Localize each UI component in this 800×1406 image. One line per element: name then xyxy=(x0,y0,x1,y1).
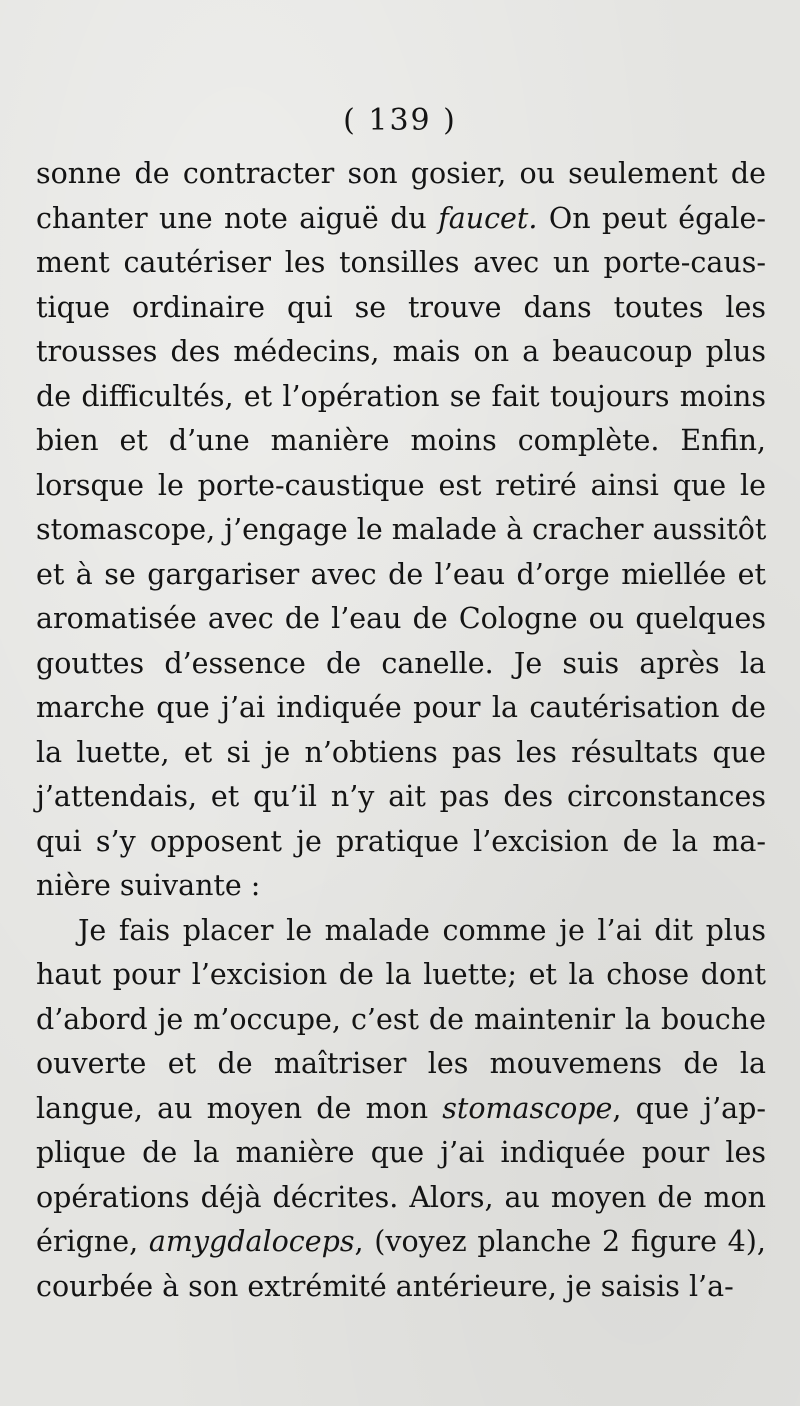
text-run: d’abord je m’occupe, c’est de maintenir la bouche xyxy=(36,1002,766,1036)
text-line xyxy=(36,953,766,998)
text-run: lorsque le porte-caustique est retiré ainsi que le xyxy=(36,468,766,502)
italic-term: amygdaloceps xyxy=(148,1225,355,1258)
text-line xyxy=(36,464,766,509)
italic-term: faucet. xyxy=(438,201,538,235)
text-run: , (voyez planche 2 figure 4), xyxy=(354,1225,766,1258)
text-line xyxy=(36,686,766,731)
text-line xyxy=(36,508,766,553)
text-run: courbée à son extrémité antérieure, je saisis l’a- xyxy=(36,1269,734,1303)
text-line xyxy=(36,909,766,954)
text-line xyxy=(36,286,766,331)
body-text xyxy=(36,152,766,1309)
text-run: gouttes d’essence de canelle. Je suis après la xyxy=(36,646,766,680)
text-line xyxy=(36,1176,766,1221)
text-run: plique de la manière que j’ai indiquée pour les xyxy=(36,1136,766,1169)
text-line xyxy=(36,820,766,865)
text-line xyxy=(36,775,766,820)
italic-term: stomascope xyxy=(442,1091,613,1125)
text-run: bien et d’une manière moins complète. Enfin, xyxy=(36,424,766,457)
text-run: chanter une note aiguë du xyxy=(36,201,439,235)
text-line xyxy=(36,998,766,1043)
text-run: nière suivante : xyxy=(36,869,261,902)
text-run: opérations déjà décrites. Alors, au moyen de mon xyxy=(36,1180,766,1214)
text-run: qui s’y opposent je pratique l’excision de la ma- xyxy=(36,824,766,858)
text-line xyxy=(36,731,766,776)
text-line xyxy=(36,152,766,197)
text-run: haut pour l’excision de la luette; et la chose dont xyxy=(36,958,766,991)
text-run: ment cautériser les tonsilles avec un porte-caus- xyxy=(36,246,766,279)
text-run: , que j’ap- xyxy=(612,1091,766,1125)
text-run: j’attendais, et qu’il n’y ait pas des circonstances xyxy=(36,780,766,813)
text-run: érigne, xyxy=(36,1225,149,1258)
text-line xyxy=(36,1042,766,1087)
text-run: et à se gargariser avec de l’eau d’orge miellée et xyxy=(36,557,766,591)
text-run: de difficultés, et l’opération se fait toujours moins xyxy=(36,379,766,413)
text-line xyxy=(36,419,766,464)
text-run: langue, au moyen de mon xyxy=(36,1091,443,1125)
text-run: Je fais placer le malade comme je l’ai dit plus xyxy=(78,913,766,947)
text-line xyxy=(36,1087,766,1132)
text-line xyxy=(36,597,766,642)
text-run: la luette, et si je n’obtiens pas les résultats que xyxy=(36,735,766,769)
text-line xyxy=(36,241,766,286)
text-line xyxy=(36,553,766,598)
text-line xyxy=(36,1220,766,1265)
text-run: sonne de contracter son gosier, ou seulement de xyxy=(36,157,766,190)
page-number: ( 139 ) xyxy=(343,103,457,138)
text-line xyxy=(36,375,766,420)
text-run: tique ordinaire qui se trouve dans toutes les xyxy=(36,290,766,324)
text-run: On peut égale- xyxy=(537,201,767,235)
text-run: aromatisée avec de l’eau de Cologne ou quelques xyxy=(36,602,766,635)
text-line xyxy=(36,197,766,242)
text-run: marche que j’ai indiquée pour la cautérisation de xyxy=(36,691,766,724)
text-run: ouverte et de maîtriser les mouvemens de la xyxy=(36,1047,766,1080)
text-line xyxy=(36,1131,766,1176)
text-line xyxy=(36,1265,766,1310)
text-line xyxy=(36,330,766,375)
text-run: stomascope, j’engage le malade à cracher aussitôt xyxy=(36,513,767,546)
text-line xyxy=(36,864,766,909)
text-line xyxy=(36,642,766,687)
text-run: trousses des médecins, mais on a beaucoup plus xyxy=(36,335,766,368)
